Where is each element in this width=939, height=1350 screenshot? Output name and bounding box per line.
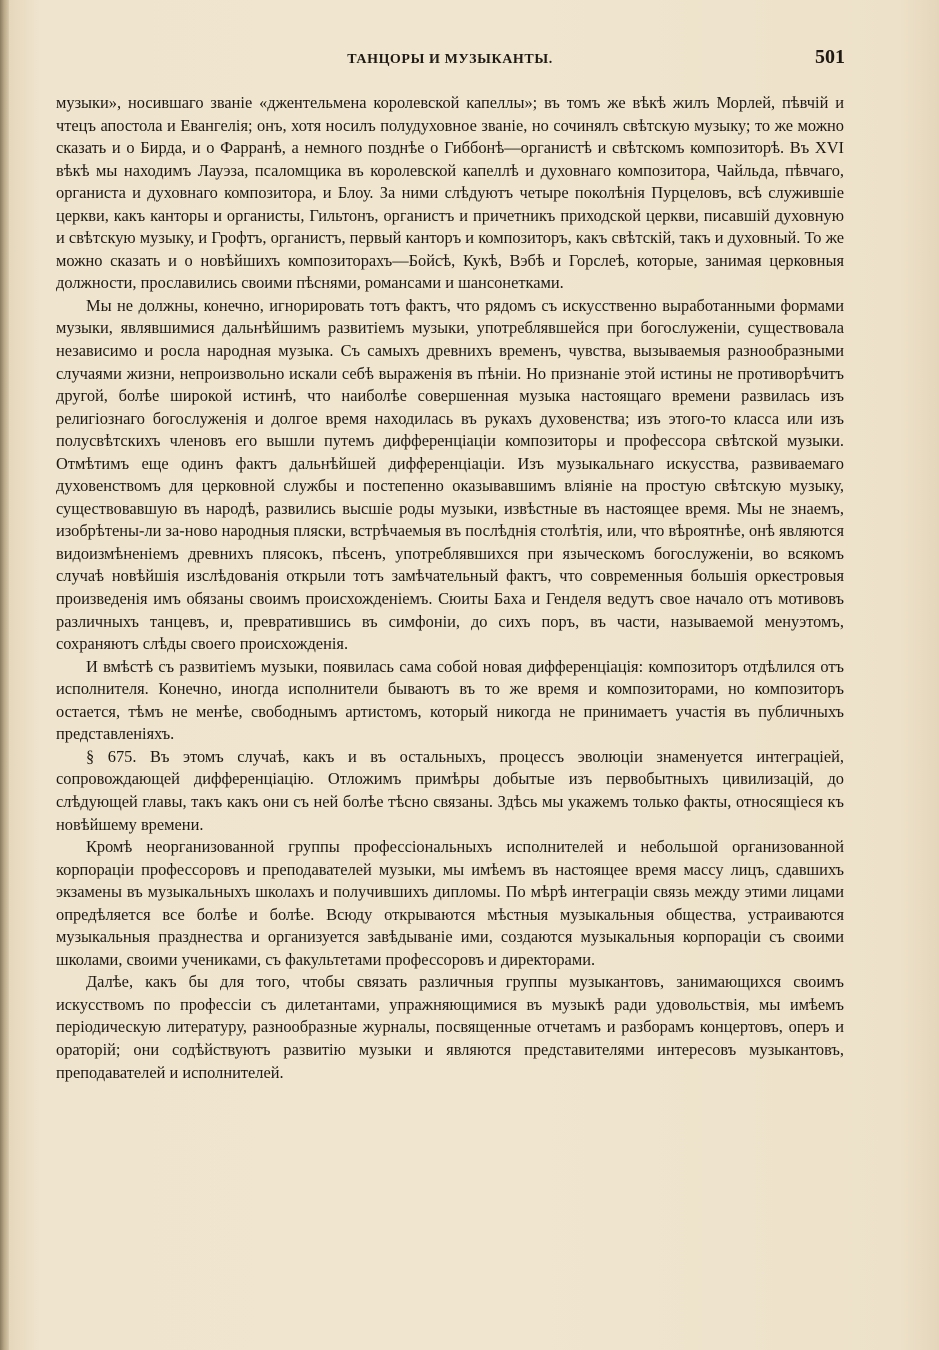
paragraph-continued: музыки», носившаго званіе «джентельмена королевской капеллы»; въ томъ же вѣкѣ жилъ Морлей, пѣвчій и чтецъ апостола и Евангелія; онъ, хотя носилъ полудуховное званіе, но сочинялъ свѣтскую музыку; то же можно сказать и о Бирда, и о Фарранѣ, а немного позднѣе о Гиббонѣ—органистѣ и свѣтскомъ композиторѣ. Въ XVI вѣкѣ мы находимъ Лауэза, псаломщика въ королевской капеллѣ и духовнаго композитора, Чайльда, пѣвчаго, органиста и духовнаго композитора, и Блоу. За ними слѣдуютъ четыре поколѣнія Пурцеловъ, всѣ служившіе церкви, какъ канторы и органисты, Гильтонъ, органистъ и причетникъ приходской церкви, писавшій духовную и свѣтскую музыку, и Грофтъ, органистъ, первый канторъ и композиторъ, какъ свѣтскій, такъ и духовный. То же можно сказать и о новѣйшихъ композиторахъ—Бойсѣ, Кукѣ, Вэбѣ и Горслеѣ, которые, занимая церковныя должности, прославились своими пѣснями, романсами и шансонетками. (56, 93, 844, 293)
page-header (55, 46, 845, 74)
section-paragraph-675: § 675. Въ этомъ случаѣ, какъ и въ остальныхъ, процессъ эволюціи знаменуется интеграціей, сопровождающей дифференціацію. Отложимъ примѣры добытые изъ первобытныхъ цивилизацій, до слѣдующей главы, такъ какъ они съ ней болѣе тѣсно связаны. Здѣсь мы укажемъ только факты, относящіеся къ новѣйшему времени. (56, 746, 844, 834)
body-text (56, 92, 844, 1084)
paragraph: Далѣе, какъ бы для того, чтобы связать различныя группы музыкантовъ, занимающихся своимъ искусствомъ по профессіи съ дилетантами, упражняющимися въ музыкѣ ради удовольствія, мы имѣемъ періодическую литературу, разнообразные журналы, посвященные отчетамъ и разборамъ концертовъ, оперъ и ораторій; они содѣйствуютъ развитію музыки и являются представителями интересовъ музыкантовъ, преподавателей и исполнителей. (56, 972, 844, 1082)
paragraph: И вмѣстѣ съ развитіемъ музыки, появилась сама собой новая дифференціація: композиторъ отдѣлился отъ исполнителя. Конечно, иногда исполнители бываютъ въ то же время и композиторами, но композиторъ остается, тѣмъ не менѣе, свободнымъ артистомъ, который никогда не принимаетъ участія въ публичныхъ представленіяхъ. (56, 656, 844, 744)
paragraph: Мы не должны, конечно, игнорировать тотъ фактъ, что рядомъ съ искусственно выработанными формами музыки, являвшимися дальнѣйшимъ развитіемъ музыки, употреблявшейся при богослуженіи, существовала независимо и росла народная музыка. Съ самыхъ древнихъ временъ, чувства, вызываемыя разнообразными случаями жизни, непроизвольно искали себѣ выраженія въ пѣніи. Но признаніе этой истины не противорѣчитъ другой, болѣе широкой истинѣ, что наиболѣе совершенная музыка настоящаго времени развилась изъ религіознаго богослуженія и долгое время находилась въ рукахъ духовенства; изъ этого-то класса или изъ полусвѣтскихъ членовъ его вышли путемъ дифференціаціи композиторы и профессора свѣтской музыки. Отмѣтимъ еще одинъ фактъ дальнѣйшей дифференціаціи. Изъ музыкальнаго искусства, развиваемаго духовенствомъ для церковной службы и постепенно оказывавшимъ вліяніе на простую свѣтскую музыку, существовавшую въ народѣ, развились высшіе роды музыки, извѣстные въ настоящее время. Мы не знаемъ, изобрѣтены-ли за-ново народныя пляски, встрѣчаемыя въ послѣднія столѣтія, или, что вѣроятнѣе, онѣ являются видоизмѣненіемъ древнихъ плясокъ, пѣсенъ, употреблявшихся при языческомъ богослуженіи, во всякомъ случаѣ новѣйшія изслѣдованія открыли тотъ замѣчательный фактъ, что современныя большія оркестровыя произведенія имъ обязаны своимъ происхожденіемъ. Сюиты Баха и Генделя ведутъ свое начало отъ мотивовъ различныхъ танцевъ, и, превратившись въ симфоніи, до сихъ поръ, въ части, называемой менуэтомъ, сохраняютъ слѣды своего происхожденія. (56, 295, 844, 654)
running-title: ТАНЦОРЫ И МУЗЫКАНТЫ. (347, 52, 553, 67)
page-number: 501 (815, 46, 845, 68)
binding-gutter (0, 0, 9, 1350)
paragraph: Кромѣ неорганизованной группы профессіональныхъ исполнителей и небольшой организованной корпораціи профессоровъ и преподавателей музыки, мы имѣемъ въ настоящее время массу лицъ, сдавшихъ экзамены въ музыкальныхъ школахъ и получившихъ дипломы. По мѣрѣ интеграціи связь между этими лицами опредѣляется все болѣе и болѣе. Всюду открываются мѣстныя музыкальныя общества, устраиваются музыкальныя празднества и организуется завѣдываніе ими, создаются музыкальныя корпораціи съ своими школами, своими учениками, съ факультетами профессоровъ и директорами. (56, 837, 844, 969)
